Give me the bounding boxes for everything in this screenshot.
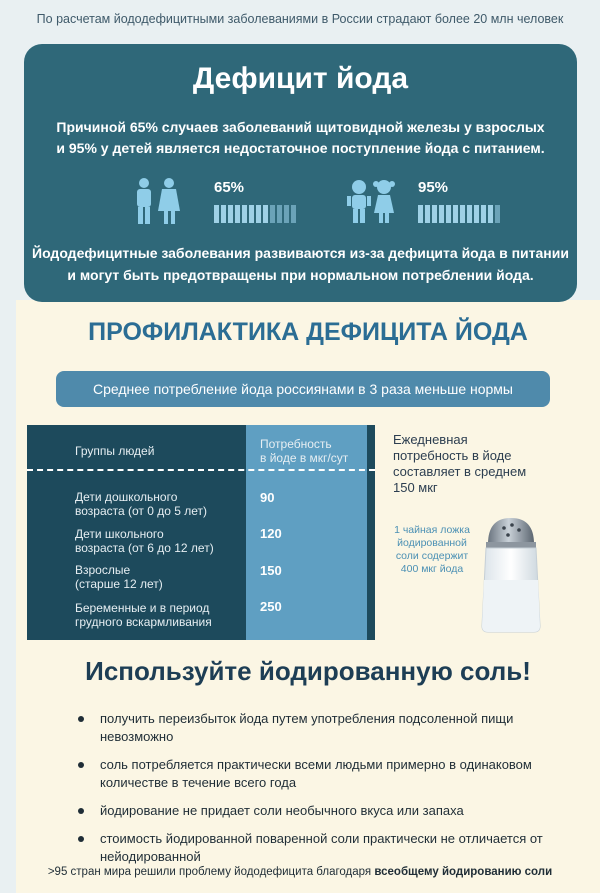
table-row-value: 150: [260, 563, 282, 578]
progress-segment: [488, 205, 493, 223]
daily-need-note: [393, 432, 573, 496]
progress-segment: [242, 205, 247, 223]
daily-need-line4: 150 мкг: [393, 480, 438, 495]
row-group-line1: Дети школьного: [75, 527, 164, 541]
card-title: Дефицит йода: [192, 62, 409, 95]
table-row-group: [75, 563, 163, 591]
progress-segment: [439, 205, 444, 223]
children-progress-bar: [418, 205, 500, 223]
list-item: [70, 756, 570, 792]
progress-segment: [256, 205, 261, 223]
card-description-line1: Причиной 65% случаев заболеваний щитовидной железы у взрослых: [56, 119, 545, 135]
table-header-need: [260, 437, 348, 465]
row-group-line1: Взрослые: [75, 563, 131, 577]
progress-segment: [481, 205, 486, 223]
footer-text: >95 стран мира решили проблему йододефицита благодаря: [47, 866, 375, 878]
list-item-text: стоимость йодированной поваренной соли практически не отличается от нейодированной: [100, 831, 543, 864]
bullet-icon: [78, 808, 84, 814]
table-row-group: [75, 601, 212, 629]
list-item: [70, 830, 570, 866]
teaspoon-line1: 1 чайная ложка: [394, 524, 470, 536]
progress-segment: [425, 205, 430, 223]
children-couple-icon: [346, 177, 398, 225]
progress-segment: [460, 205, 465, 223]
bullet-icon: [78, 762, 84, 768]
progress-segment: [446, 205, 451, 223]
row-group-line2: возраста (от 0 до 5 лет): [75, 504, 208, 518]
teaspoon-line3: соли содержит: [395, 550, 469, 562]
progress-segment: [228, 205, 233, 223]
footer-note: [0, 866, 600, 878]
table-row-value: 90: [260, 490, 275, 505]
table-header-need-line2: в йоде в мкг/сут: [260, 451, 349, 465]
list-item-text: получить переизбыток йода путем употребления подсоленной пищи невозможно: [100, 711, 514, 744]
row-group-line1: Дети дошкольного: [75, 490, 178, 504]
footer-bold-text: всеобщему йодированию соли: [374, 866, 553, 878]
consumption-banner: Среднее потребление йода россиянами в 3 раза меньше нормы: [56, 371, 550, 407]
progress-segment: [277, 205, 282, 223]
progress-segment: [270, 205, 275, 223]
progress-segment: [249, 205, 254, 223]
row-group-line2: грудного вскармливания: [75, 615, 212, 629]
list-item: [70, 710, 570, 746]
progress-segment: [284, 205, 289, 223]
adult-couple-icon: [132, 177, 184, 225]
iodine-deficit-card: [24, 44, 577, 302]
daily-need-line2: потребность в йоде: [393, 448, 512, 463]
table-row-value: 120: [260, 526, 282, 541]
list-item-text: йодирование не придает соли необычного вкуса или запаха: [100, 803, 464, 818]
teaspoon-note: [388, 524, 476, 576]
row-group-line2: (старше 12 лет): [75, 577, 163, 591]
table-divider: [27, 469, 375, 471]
progress-segment: [495, 205, 500, 223]
card-description-line2: и 95% у детей является недостаточное поступление йода с питанием.: [56, 140, 545, 156]
progress-segment: [291, 205, 296, 223]
top-note: По расчетам йододефицитными заболеваниями в России страдают более 20 млн человек: [36, 12, 564, 26]
adults-percent: 65%: [214, 179, 245, 196]
row-group-line1: Беременные и в период: [75, 601, 210, 615]
progress-segment: [263, 205, 268, 223]
children-percent: 95%: [418, 179, 449, 196]
card-conclusion: [24, 242, 577, 286]
adults-stat: [132, 175, 332, 225]
table-header-need-line1: Потребность: [260, 437, 332, 451]
salt-title: Используйте йодированную соль!: [85, 656, 531, 686]
card-conclusion-line2: и могут быть предотвращены при нормальном потреблении йода.: [67, 267, 534, 283]
table-row-group: [75, 527, 214, 555]
progress-segment: [453, 205, 458, 223]
progress-segment: [235, 205, 240, 223]
progress-segment: [221, 205, 226, 223]
bullet-icon: [78, 836, 84, 842]
teaspoon-line4: 400 мкг йода: [400, 563, 464, 575]
card-conclusion-line1: Йододефицитные заболевания развиваются из-за дефицита йода в питании: [32, 245, 569, 261]
row-group-line2: возраста (от 6 до 12 лет): [75, 541, 214, 555]
adults-progress-bar: [214, 205, 296, 223]
card-description: [24, 117, 577, 159]
progress-segment: [214, 205, 219, 223]
list-item-text: соль потребляется практически всеми людьми примерно в одинаковом количестве в течение всего года: [100, 757, 532, 790]
progress-segment: [418, 205, 423, 223]
table-row-group: [75, 490, 207, 518]
table-row-value: 250: [260, 599, 282, 614]
bullet-icon: [78, 716, 84, 722]
section-title: ПРОФИЛАКТИКА ДЕФИЦИТА ЙОДА: [88, 318, 528, 346]
progress-segment: [432, 205, 437, 223]
table-header-groups: Группы людей: [75, 444, 155, 458]
daily-need-line1: Ежедневная: [393, 432, 468, 447]
daily-need-line3: составляет в среднем: [393, 464, 527, 479]
teaspoon-line2: йодированной: [397, 537, 467, 549]
salt-benefits-list: [70, 710, 570, 876]
salt-shaker-icon: [478, 514, 544, 636]
children-stat: [346, 175, 546, 225]
list-item: [70, 802, 570, 820]
progress-segment: [474, 205, 479, 223]
progress-segment: [467, 205, 472, 223]
